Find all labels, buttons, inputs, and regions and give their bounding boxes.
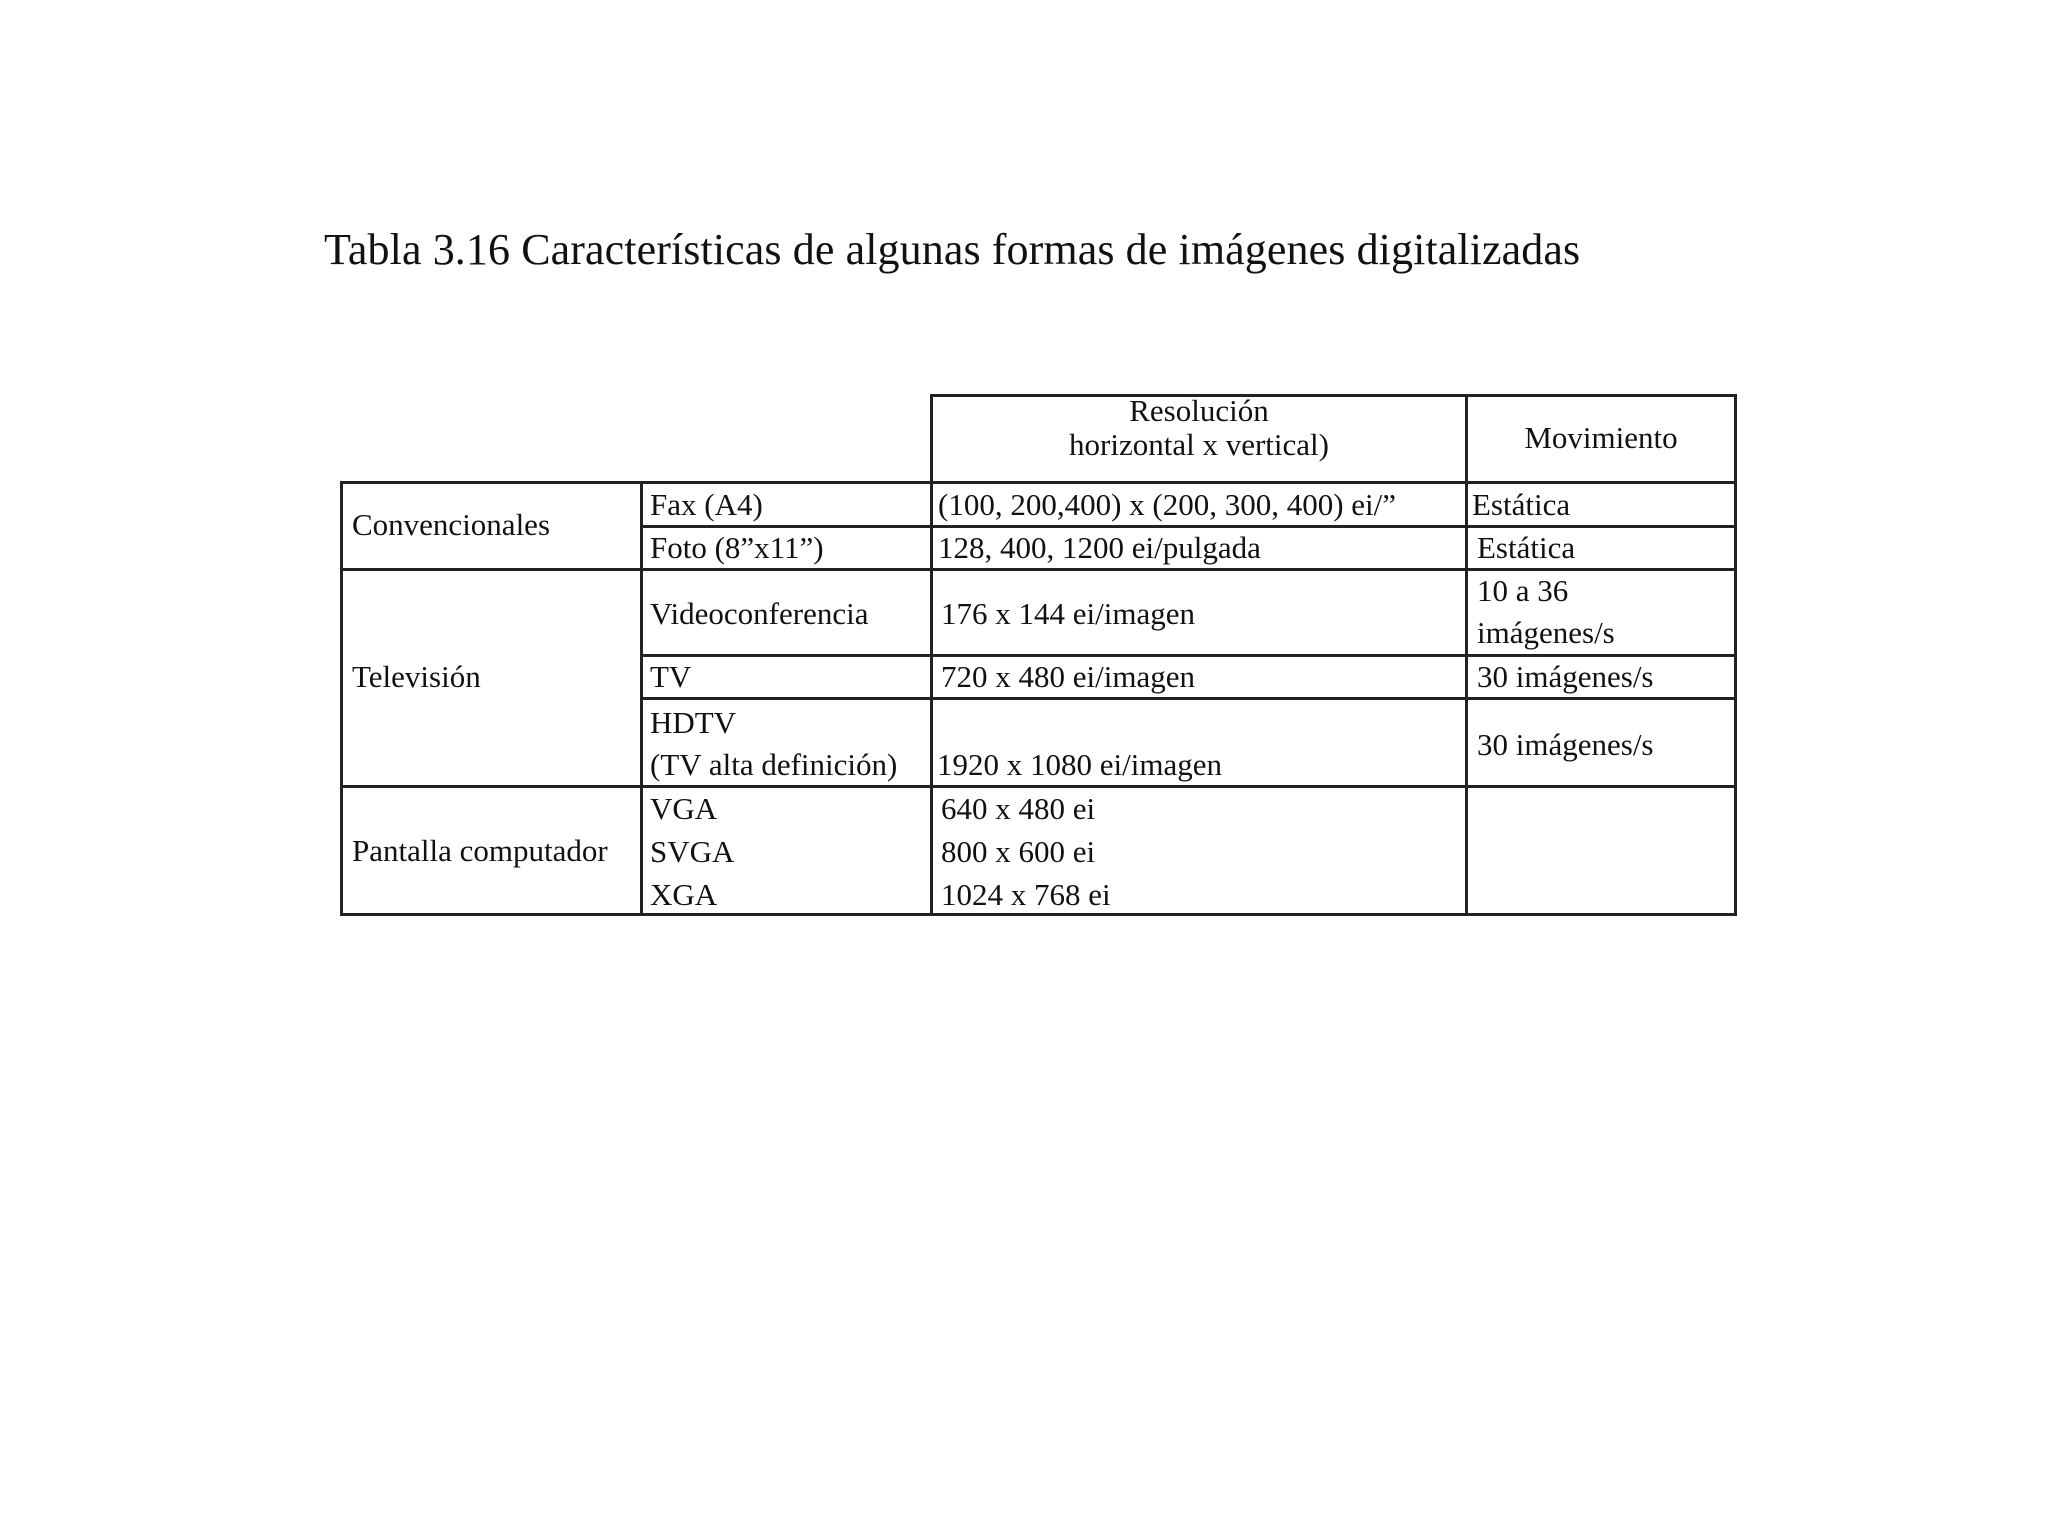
movement-cell: 30 imágenes/s	[1477, 659, 1654, 694]
movement-cell: Estática	[1472, 487, 1571, 522]
group-label: Convencionales	[352, 507, 551, 542]
group-label: Pantalla computador	[352, 833, 608, 868]
table-column-border	[930, 394, 933, 916]
movement-cell	[1477, 570, 1615, 654]
type-cell: TV	[650, 659, 692, 694]
table-column-border	[1734, 394, 1737, 916]
type-cell: VGA	[650, 791, 718, 826]
type-cell: Videoconferencia	[650, 596, 869, 631]
resolution-cell: 128, 400, 1200 ei/pulgada	[938, 530, 1261, 565]
header-resolution	[933, 394, 1465, 462]
table-column-border	[1465, 394, 1468, 916]
resolution-cell: 176 x 144 ei/imagen	[941, 596, 1195, 631]
resolution-cell: 720 x 480 ei/imagen	[941, 659, 1195, 694]
resolution-cell: 1024 x 768 ei	[941, 877, 1111, 912]
resolution-cell: 800 x 600 ei	[941, 834, 1096, 869]
resolution-cell: 1920 x 1080 ei/imagen	[937, 747, 1222, 782]
type-cell	[650, 702, 897, 786]
type-line1: HDTV	[650, 705, 737, 740]
resolution-cell: 640 x 480 ei	[941, 791, 1096, 826]
header-resolution-line1: Resolución	[1129, 393, 1269, 428]
table-title: Tabla 3.16 Características de algunas formas de imágenes digitalizadas	[324, 225, 1581, 274]
table-column-border	[640, 481, 643, 916]
header-resolution-line2: horizontal x vertical)	[1069, 427, 1329, 462]
group-label: Televisión	[352, 659, 481, 694]
type-cell: Fax (A4)	[650, 487, 763, 522]
movement-line2: imágenes/s	[1477, 615, 1615, 650]
movement-cell: 30 imágenes/s	[1477, 727, 1654, 762]
type-line2: (TV alta definición)	[650, 747, 898, 782]
resolution-cell: (100, 200,400) x (200, 300, 400) ei/”	[938, 487, 1397, 522]
movement-line1: 10 a 36	[1477, 573, 1569, 608]
movement-cell: Estática	[1477, 530, 1576, 565]
type-cell: Foto (8”x11”)	[650, 530, 824, 565]
header-movement: Movimiento	[1524, 420, 1678, 455]
type-cell: XGA	[650, 877, 718, 912]
type-cell: SVGA	[650, 834, 735, 869]
table-column-border	[340, 481, 343, 916]
